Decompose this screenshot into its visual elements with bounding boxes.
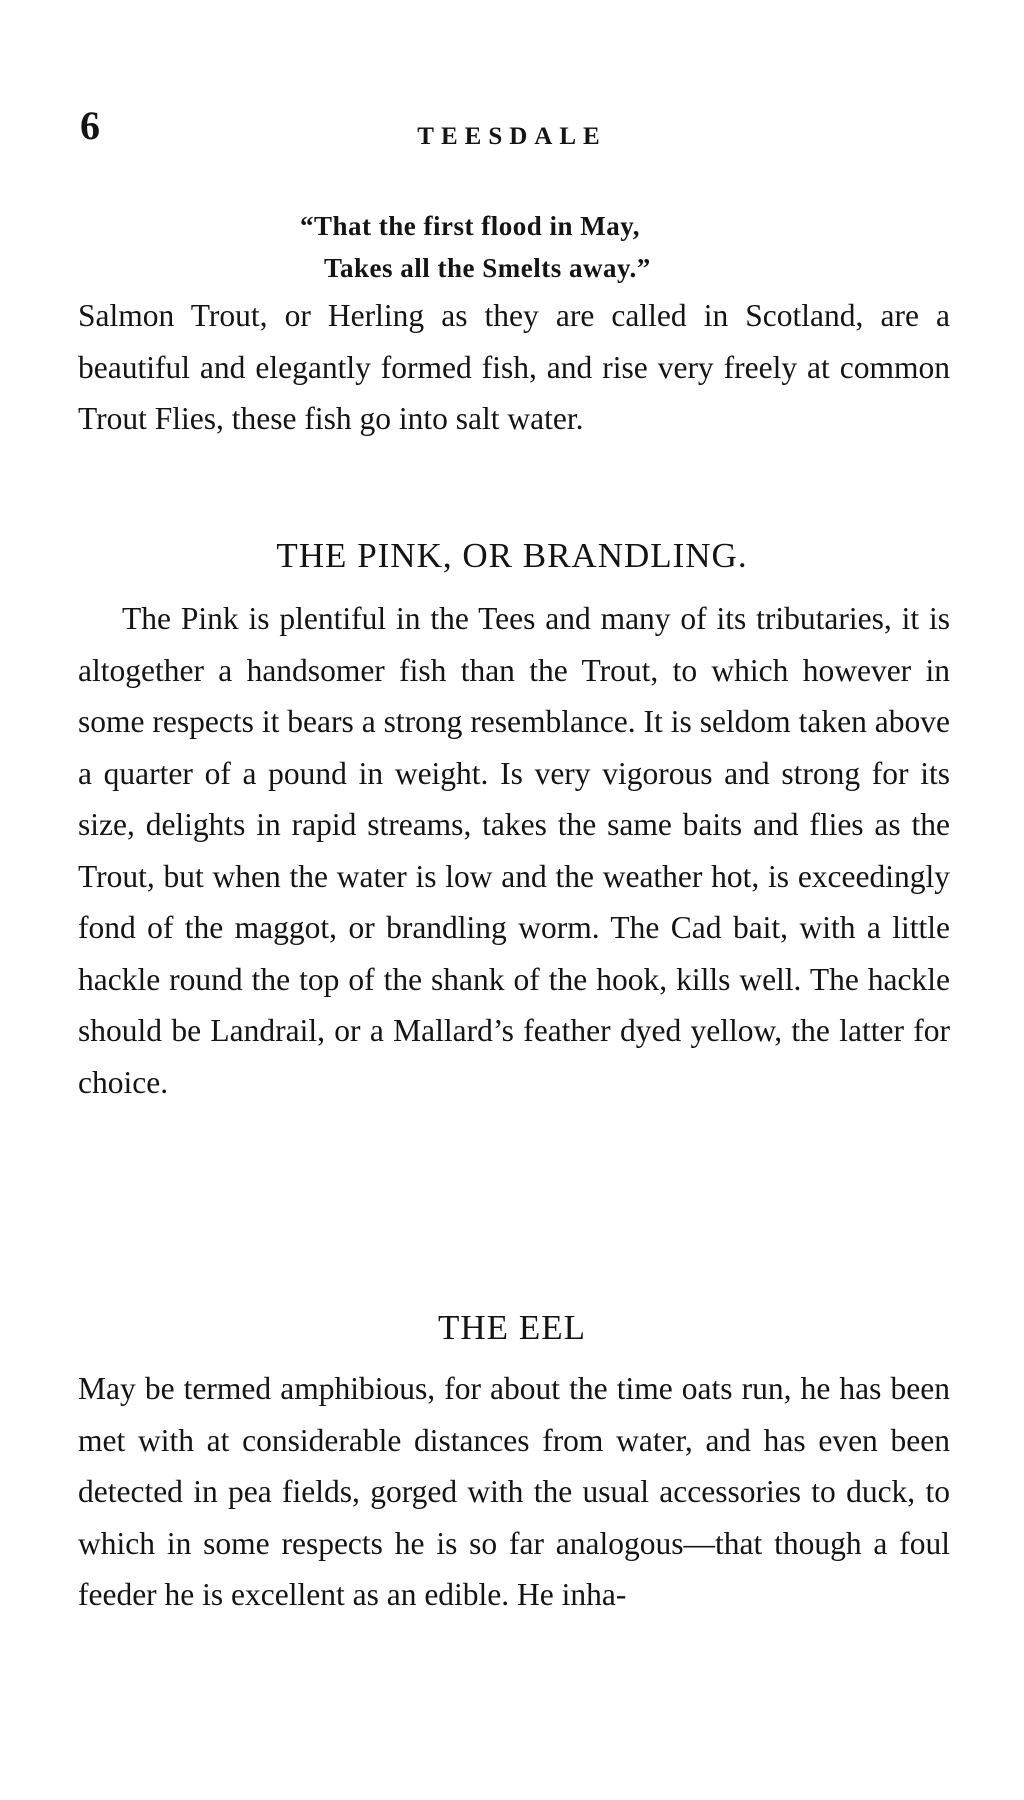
section-heading-eel: THE EEL [438,1308,586,1347]
paragraph-pink: The Pink is plentiful in the Tees and many of its tributaries, it is altogether a handsomer fish than the Trout, to which however in some respects it bears a strong resemblance. It is seldom taken above a quarter of a pound in weight. Is very vigorous and strong for its size, delights in rapid streams, takes the same baits and flies as the Trout, but when the water is low and the weather hot, is exceedingly fond of the maggot, or brandling worm. The Cad bait, with a little hackle round the top of the shank of the hook, kills well. The hackle should be Landrail, or a Mallard’s feather dyed yellow, the latter for choice. [78,601,950,1100]
verse-quote [300,205,651,289]
section-heading-pink: THE PINK, OR BRANDLING. [276,536,748,575]
page-number: 6 [80,103,100,148]
verse-line-1: “That the first flood in May, [300,211,641,241]
paragraph-salmon-trout: Salmon Trout, or Herling as they are called in Scotland, are a beautiful and elegantly formed fish, and rise very freely at common Trout Flies, these fish go into salt water. [78,298,950,436]
verse-line-2: Takes all the Smelts away.” [324,253,651,283]
paragraph-eel: May be termed amphibious, for about the time oats run, he has been met with at considerable distances from water, and has even been detected in pea fields, gorged with the usual accessories to duck, to which in some respects he is so far analogous—that though a foul feeder he is excellent as an edible. He inha- [78,1371,950,1612]
running-head: TEESDALE [417,123,607,150]
